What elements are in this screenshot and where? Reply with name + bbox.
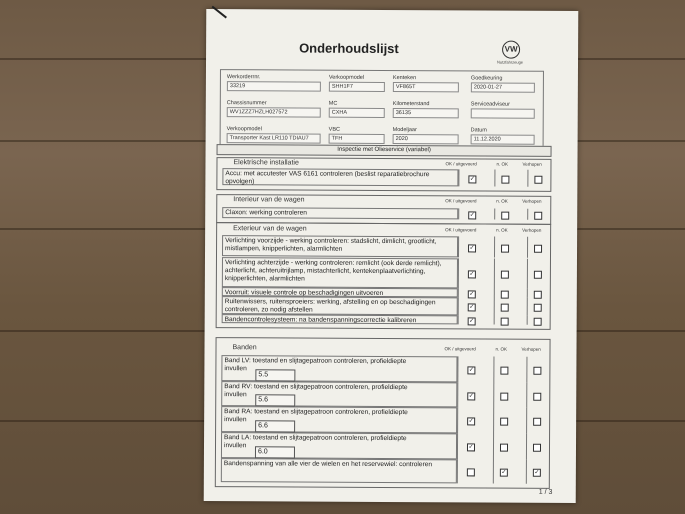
cell-divider: [458, 258, 459, 288]
vehicle-field-value: CXHA: [329, 108, 385, 118]
cell-divider: [458, 208, 459, 219]
column-header-later: Verhopen: [522, 161, 542, 167]
cell-divider: [494, 170, 495, 187]
section-title: Exterieur van de wagen: [233, 225, 307, 233]
tread-depth-field[interactable]: 6.0: [255, 446, 295, 458]
column-header-ok: OK / uitgevoerd: [445, 198, 477, 204]
cell-divider: [493, 434, 494, 460]
vehicle-field-label: Verkoopmodel: [226, 126, 262, 133]
checklist-row: [221, 458, 457, 483]
vehicle-field-value: 2020-01-27: [471, 82, 535, 92]
cell-divider: [527, 316, 528, 325]
cell-divider: [493, 408, 494, 434]
checkbox-nok[interactable]: [501, 176, 509, 184]
checklist-row: [222, 168, 458, 186]
vehicle-field: [227, 74, 321, 91]
vehicle-field-value: 2020: [393, 134, 459, 144]
checkbox-nok[interactable]: [500, 367, 508, 375]
cell-divider: [457, 459, 458, 483]
column-header-nok: n. OK: [496, 198, 508, 204]
checklist-item-text: Band LV: toestand en slijtagepatroon controleren, profieldiepte invullen: [224, 357, 407, 373]
column-header-later: Verhopen: [521, 346, 541, 352]
checkbox-nok[interactable]: [501, 271, 509, 279]
section-title: Elektrische installatie: [233, 159, 299, 167]
checkbox-later[interactable]: [534, 212, 542, 220]
vehicle-field-value: WV1ZZZ7HZLH027572: [227, 107, 321, 117]
cell-divider: [493, 460, 494, 484]
tread-depth-field[interactable]: 5.6: [255, 394, 295, 406]
cell-divider: [458, 169, 459, 186]
checkbox-nok[interactable]: [501, 245, 509, 253]
vehicle-field-value: 36135: [393, 108, 459, 118]
vehicle-field-value: 33219: [227, 81, 321, 91]
cell-divider: [526, 357, 527, 383]
vehicle-field-value: TFH: [329, 134, 385, 144]
cell-divider: [494, 289, 495, 298]
vehicle-field: [471, 101, 535, 118]
tread-depth-field[interactable]: 5.5: [255, 369, 295, 381]
vehicle-field: [471, 75, 535, 92]
column-header-later: Verhopen: [522, 198, 542, 204]
checkbox-later[interactable]: [533, 393, 541, 401]
maintenance-sheet: [204, 9, 579, 503]
vehicle-field: [329, 101, 385, 118]
cell-divider: [458, 236, 459, 257]
vehicle-field-label: MC: [328, 100, 338, 107]
vehicle-field: [393, 75, 459, 92]
checkbox-later[interactable]: [534, 291, 542, 299]
checkbox-nok[interactable]: [500, 418, 508, 426]
logo-subtext: Nutzfahrzeuge: [497, 59, 524, 65]
vehicle-field-label: Verkoopmodel: [328, 74, 365, 81]
vehicle-field-label: Modeljaar: [392, 127, 417, 134]
vehicle-field: [393, 101, 459, 118]
vehicle-field: [393, 127, 459, 144]
checkbox-nok[interactable]: [500, 393, 508, 401]
vehicle-field-value: Transporter Kast LR110 TDIAU7: [227, 133, 321, 143]
checkbox-later[interactable]: [534, 271, 542, 279]
checkbox-ok[interactable]: ✓: [469, 304, 475, 311]
checkbox-nok[interactable]: [500, 444, 508, 452]
checklist-item-text: Verlichting achterzijde - werking controleren: remlicht (ook derde remlicht), achterlicht, achteruitrijlamp, mistachterlicht, kentekenplaatverlichting, knipperlichten, alarmlichten: [224, 259, 442, 283]
cell-divider: [526, 460, 527, 484]
column-header-nok: n. OK: [496, 161, 509, 167]
cell-divider: [493, 357, 494, 383]
vehicle-field-value: [471, 108, 535, 118]
vehicle-field: [227, 100, 321, 117]
vehicle-field-value: SHH1F7: [329, 82, 385, 92]
checkbox-later[interactable]: ✓: [534, 469, 540, 476]
cell-divider: [494, 298, 495, 316]
column-header-ok: OK / uitgevoerd: [445, 161, 477, 167]
service-header: Inspectie met Olieservice (variabel): [217, 144, 552, 157]
checkbox-later[interactable]: [533, 367, 541, 375]
checkbox-ok[interactable]: ✓: [468, 367, 474, 374]
cell-divider: [494, 209, 495, 220]
column-header-ok: OK / uitgevoerd: [445, 227, 477, 233]
page-number: 1 / 3: [538, 488, 553, 496]
vehicle-field-label: Chassisnummer: [226, 100, 267, 107]
checklist-row: [222, 296, 458, 315]
vehicle-field-label: Werkorderrnr.: [226, 74, 261, 81]
checkbox-ok[interactable]: ✓: [469, 176, 475, 183]
checkbox-later[interactable]: [533, 444, 541, 452]
checklist-item-text: Band RV: toestand en slijtagepatroon controleren, profieldiepte invullen: [224, 383, 408, 399]
vehicle-field: [329, 127, 385, 144]
column-header-ok: OK / uitgevoerd: [444, 346, 476, 352]
vehicle-field-label: Serviceadviseur: [470, 101, 510, 108]
checklist-item-text: Claxon: werking controleren: [225, 209, 307, 217]
section-title: Banden: [232, 344, 257, 352]
cell-divider: [527, 237, 528, 258]
column-header-later: Verhopen: [522, 227, 542, 233]
checkbox-ok[interactable]: ✓: [468, 444, 474, 451]
checkbox-ok[interactable]: ✓: [468, 393, 474, 400]
checkbox-nok[interactable]: [501, 291, 509, 299]
cell-divider: [527, 209, 528, 220]
checklist-row: [222, 235, 458, 257]
checklist-item-text: Bandenspanning van alle vier de wielen en het reservewiel: controleren: [223, 460, 433, 469]
checkbox-ok[interactable]: ✓: [469, 245, 475, 252]
vehicle-info-block: [220, 69, 544, 155]
checklist-item-text: Ruitenwissers, ruitensproeiers: werking, afstelling en op beschadigingen controleren, zo nodig afstellen: [224, 298, 436, 314]
cell-divider: [527, 289, 528, 298]
checkbox-ok[interactable]: ✓: [468, 418, 474, 425]
cell-divider: [527, 259, 528, 289]
cell-divider: [458, 315, 459, 324]
section-title: Interieur van de wagen: [233, 196, 305, 204]
pen-mark: [212, 6, 227, 19]
checklist-item-text: Voorruit: visuele controle op beschadigingen uitvoeren: [224, 289, 384, 297]
vehicle-field-value: VF865T: [393, 82, 459, 92]
vehicle-field-value: 11.12.2020: [471, 134, 535, 144]
checkbox-nok[interactable]: ✓: [501, 469, 507, 476]
checkbox-ok[interactable]: ✓: [469, 212, 475, 219]
column-header-nok: n. OK: [495, 346, 508, 352]
vehicle-field: [329, 75, 385, 92]
cell-divider: [493, 383, 494, 408]
checkbox-ok[interactable]: ✓: [469, 271, 475, 278]
checklist-row: [222, 257, 458, 288]
checkbox-later[interactable]: [534, 245, 542, 253]
checkbox-later[interactable]: [534, 318, 542, 326]
cell-divider: [457, 382, 458, 407]
checklist-item-text: Bandencontrolesysteem: na bandenspanningscorrectie kalibreren: [224, 316, 417, 325]
checklist-item-text: Band RA: toestand en slijtagepatroon controleren, profieldiepte invullen: [224, 408, 408, 424]
vw-logo-icon: VW: [502, 41, 520, 59]
checklist-item-text: Band LA: toestand en slijtagepatroon controleren, profieldiepte invullen: [223, 434, 407, 450]
cell-divider: [457, 433, 458, 459]
checkbox-ok[interactable]: [467, 468, 475, 476]
checkbox-later[interactable]: [534, 304, 542, 312]
vehicle-field: [471, 127, 535, 144]
cell-divider: [457, 356, 458, 382]
cell-divider: [494, 316, 495, 325]
cell-divider: [527, 170, 528, 187]
vehicle-field-label: Kenteken: [392, 75, 417, 82]
vehicle-field-label: Goedkeuring: [470, 75, 503, 82]
document-title: Onderhoudslijst: [299, 40, 399, 57]
vehicle-field-label: VBC: [328, 126, 340, 133]
checklist-row: [222, 314, 458, 324]
cell-divider: [526, 434, 527, 460]
column-header-nok: n. OK: [496, 227, 508, 233]
checkbox-later[interactable]: [533, 418, 541, 426]
checkbox-nok[interactable]: [501, 304, 509, 312]
checklist-item-text: Verlichting voorzijde - werking controleren: stadslicht, dimlicht, grootlicht, mistlampen, knipperlichten, alarmlichten: [225, 237, 437, 253]
vehicle-field-label: Kilometerstand: [392, 101, 430, 108]
tread-depth-field[interactable]: 6.6: [255, 420, 295, 432]
cell-divider: [457, 407, 458, 433]
cell-divider: [494, 237, 495, 258]
checkbox-ok[interactable]: ✓: [469, 318, 475, 325]
cell-divider: [458, 297, 459, 315]
checkbox-later[interactable]: [534, 176, 542, 184]
vehicle-field: [227, 126, 321, 143]
checklist-item-text: Accu: met accutester VAS 6161 controleren (beslist reparatiebrochure opvolgen): [225, 170, 430, 186]
cell-divider: [526, 383, 527, 408]
checkbox-ok[interactable]: ✓: [469, 291, 475, 298]
cell-divider: [527, 298, 528, 316]
cell-divider: [458, 288, 459, 297]
cell-divider: [526, 408, 527, 434]
checkbox-nok[interactable]: [501, 212, 509, 220]
checkbox-nok[interactable]: [501, 318, 509, 326]
vehicle-field-label: Datum: [470, 127, 487, 134]
cell-divider: [494, 259, 495, 289]
checklist-row: [222, 207, 458, 219]
